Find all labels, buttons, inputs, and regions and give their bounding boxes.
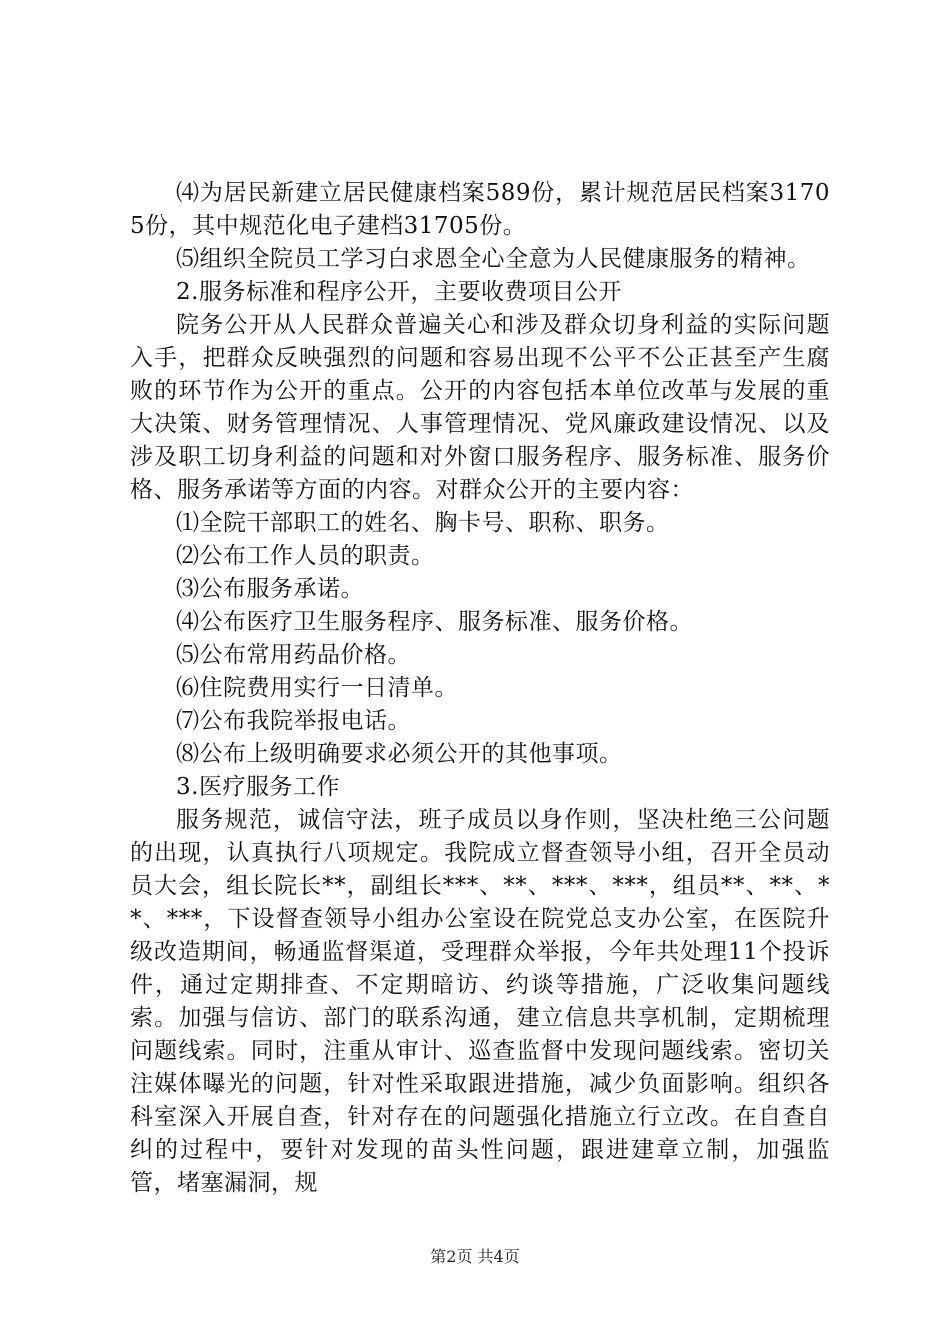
list-item: ⑸公布常用药品价格。 (176, 642, 411, 668)
paragraph-medical-service: 服务规范，诚信守法，班子成员以身作则，坚决杜绝三公问题的出现，认真执行八项规定。我院成立督查领导小组，召开全员动员大会，组长院长**，副组长***、**、***、***，组员**、**、**、***，下设督查领导小组办公室设在院党总支办公室，在医院升级改造期间，畅通监督渠道，受理群众举报，今年共处理11个投诉件，通过定期排查、不定期暗访、约谈等措施，广泛收集问题线索。加强与信访、部门的联系沟通，建立信息共享机制，定期梳理问题线索。同时，注重从审计、巡查监督中发现问题线索。密切关注媒体曝光的问题，针对性采取跟进措施，减少负面影响。组织各科室深入开展自查，针对存在的问题强化措施立行立改。在自查自纠的过程中，要针对发现的苗头性问题，跟进建章立制，加强监管，堵塞漏洞，规 (130, 807, 831, 1196)
body-text (130, 177, 830, 1200)
section-heading-2: 2.服务标准和程序公开，主要收费项目公开 (176, 279, 622, 305)
list-item: ⑹住院费用实行一日清单。 (176, 675, 458, 701)
list-item: ⑴全院干部职工的姓名、胸卡号、职称、职务。 (176, 510, 670, 536)
section-heading-3: 3.医疗服务工作 (176, 774, 340, 800)
list-item: ⑷公布医疗卫生服务程序、服务标准、服务价格。 (176, 609, 693, 635)
list-item: ⑺公布我院举报电话。 (176, 708, 411, 734)
list-item: ⑻公布上级明确要求必须公开的其他事项。 (176, 741, 623, 767)
list-item: ⑶公布服务承诺。 (176, 576, 364, 602)
list-item: ⑵公布工作人员的职责。 (176, 543, 435, 569)
page-footer: 第2页 共4页 (430, 1247, 520, 1266)
paragraph-item-4-archives: ⑷为居民新建立居民健康档案589份，累计规范居民档案31705份，其中规范化电子建档31705份。 (130, 180, 830, 239)
paragraph-disclosure: 院务公开从人民群众普遍关心和涉及群众切身利益的实际问题入手，把群众反映强烈的问题和容易出现不公平不公正甚至产生腐败的环节作为公开的重点。公开的内容包括本单位改革与发展的重大决策、财务管理情况、人事管理情况、党风廉政建设情况、以及涉及职工切身利益的问题和对外窗口服务程序、服务标准、服务价格、服务承诺等方面的内容。对群众公开的主要内容： (130, 312, 830, 503)
paragraph-item-5-study: ⑸组织全院员工学习白求恩全心全意为人民健康服务的精神。 (176, 246, 811, 272)
